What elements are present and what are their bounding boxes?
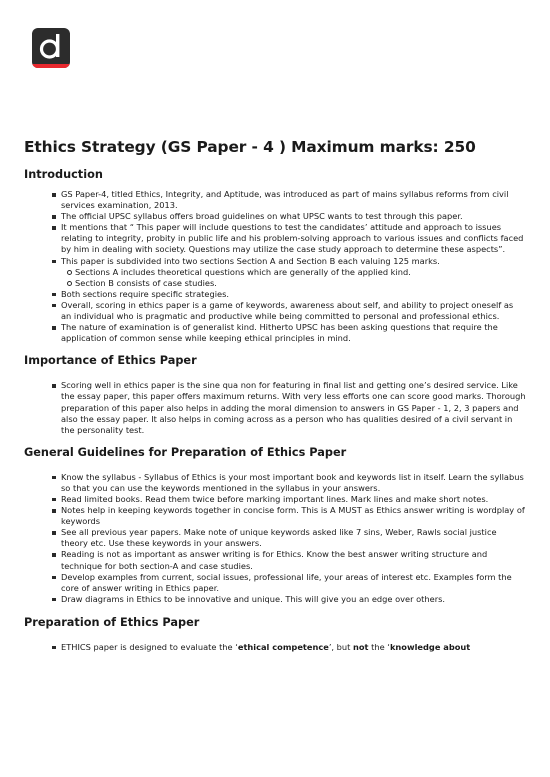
section-heading-preparation: Preparation of Ethics Paper bbox=[24, 615, 200, 629]
list-item: GS Paper-4, titled Ethics, Integrity, and Aptitude, was introduced as part of mains syllabus reforms from civil services examination, 2013. bbox=[61, 189, 526, 211]
list-item-text: This paper is subdivided into two sections Section A and Section B each valuing 125 marks. bbox=[61, 255, 440, 266]
list-item: Both sections require specific strategies. bbox=[61, 289, 526, 300]
introduction-list bbox=[24, 189, 526, 344]
text-run: the ‘ bbox=[368, 641, 390, 652]
list-item: Draw diagrams in Ethics to be innovative and unique. This will give you an edge over others. bbox=[61, 594, 526, 605]
sublist-item: Section B consists of case studies. bbox=[75, 278, 526, 289]
preparation-list bbox=[24, 642, 526, 653]
guidelines-list bbox=[24, 472, 526, 605]
list-item: The official UPSC syllabus offers broad guidelines on what UPSC wants to test through this paper. bbox=[61, 211, 526, 222]
list-item: Know the syllabus - Syllabus of Ethics is your most important book and keywords list in itself. Learn the syllabus so that you can use the keywords mentioned in the syllabus in your answers. bbox=[61, 472, 526, 494]
section-heading-importance: Importance of Ethics Paper bbox=[24, 354, 197, 368]
list-item bbox=[61, 642, 526, 653]
list-item bbox=[61, 256, 526, 289]
introduction-sublist bbox=[61, 267, 526, 289]
logo-accent-bar bbox=[32, 64, 70, 68]
emphasis-text: not bbox=[353, 641, 369, 652]
letter-d-logo-icon bbox=[32, 28, 70, 68]
list-item: Read limited books. Read them twice before marking important lines. Mark lines and make short notes. bbox=[61, 494, 526, 505]
list-item: Scoring well in ethics paper is the sine qua non for featuring in final list and getting one’s desired service. Like the essay paper, this paper offers maximum returns. With very less efforts one can score good marks. Thorough preparation of this paper also helps in adding the moral dimension to answers in GS Paper - 1, 2, 3 papers and also the essay paper. It also helps in coming across as a person who has qualities desired of a civil servant in the personality test. bbox=[61, 380, 526, 435]
list-item: It mentions that “ This paper will include questions to test the candidates’ attitude and approach to issues relating to integrity, probity in public life and his problem-solving approach to various issues and conflicts faced by him in dealing with society. Questions may utilize the case study approach to determine these aspects”. bbox=[61, 222, 526, 255]
list-item: See all previous year papers. Make note of unique keywords asked like 7 sins, Weber, Rawls social justice theory etc. Use these keywords in your answers. bbox=[61, 527, 526, 549]
list-item: Overall, scoring in ethics paper is a game of keywords, awareness about self, and ability to project oneself as an individual who is pragmatic and productive while being committed to personal and professional ethics. bbox=[61, 300, 526, 322]
brand-logo bbox=[32, 28, 70, 68]
list-item: Develop examples from current, social issues, professional life, your areas of interest etc. Examples form the core of answer writing in Ethics paper. bbox=[61, 572, 526, 594]
sublist-item: Sections A includes theoretical questions which are generally of the applied kind. bbox=[75, 267, 526, 278]
text-run: ETHICS paper is designed to evaluate the ‘ bbox=[61, 641, 238, 652]
list-item: The nature of examination is of generalist kind. Hitherto UPSC has been asking questions that require the application of common sense while keeping ethical principles in mind. bbox=[61, 322, 526, 344]
list-item: Notes help in keeping keywords together in concise form. This is A MUST as Ethics answer writing is wordplay of keywords bbox=[61, 505, 525, 527]
importance-list bbox=[24, 380, 526, 435]
text-run: ’, but bbox=[328, 641, 354, 652]
section-heading-guidelines: General Guidelines for Preparation of Ethics Paper bbox=[24, 445, 347, 459]
emphasis-text: knowledge about bbox=[389, 641, 471, 652]
section-heading-introduction: Introduction bbox=[24, 168, 103, 181]
list-item: Reading is not as important as answer writing is for Ethics. Know the best answer writing structure and technique for both section-A and case studies. bbox=[61, 549, 526, 571]
emphasis-text: ethical competence bbox=[237, 641, 329, 652]
document-content bbox=[24, 137, 526, 653]
document-title: Ethics Strategy (GS Paper - 4 ) Maximum marks: 250 bbox=[24, 138, 476, 156]
